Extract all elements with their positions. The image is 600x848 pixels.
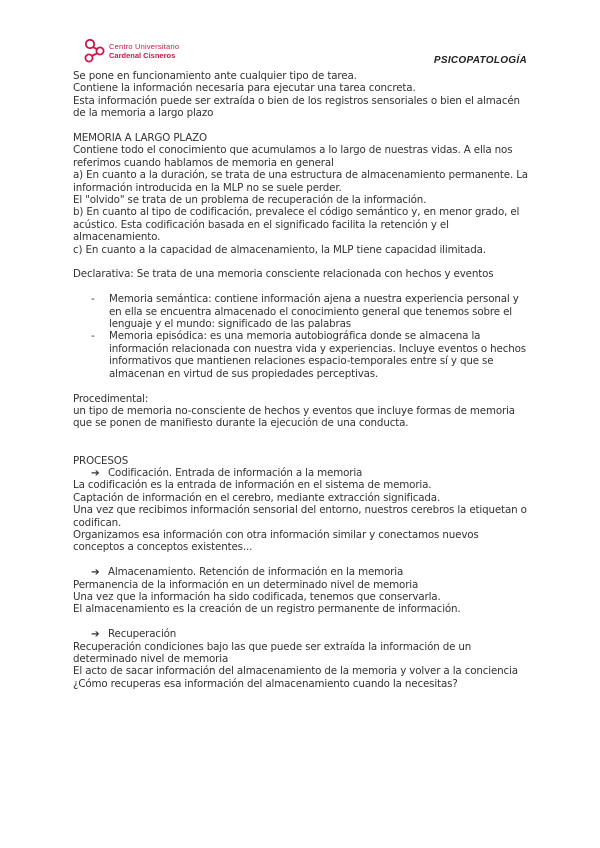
process-line: Captación de información en el cerebro, mediante extracción significada. [73, 491, 441, 504]
procedimental-title: Procedimental: [73, 392, 149, 405]
mlp-line: c) En cuanto a la capacidad de almacenamiento, la MLP tiene capacidad ilimitada. [73, 243, 486, 256]
section-title-procesos: PROCESOS [73, 454, 129, 467]
arrow-icon: ➔ [91, 466, 100, 479]
list-item: - Memoria episódica: es una memoria autobiográfica donde se almacena la información relacionada con nuestra vida y experiencias. Incluye eventos o hechos informativos que mantienen relaciones espacio-temporales entre sí y que se almacenan en virtud de sus propiedades perceptivas. [91, 330, 526, 380]
logo-icon [83, 38, 107, 64]
list-item: - Memoria semántica: contiene información ajena a nuestra experiencia personal y en ella se encuentra almacenado el conocimiento general que tenemos sobre el lenguaje y el mundo: significado de las palabras [91, 293, 519, 331]
process-line: La codificación es la entrada de información en el sistema de memoria. [73, 479, 432, 492]
logo-line1: Centro Universitario [109, 42, 180, 51]
memory-types-list [73, 293, 533, 380]
intro-line: Contiene la información necesaria para ejecutar una tarea concreta. [73, 82, 416, 95]
process-line: El almacenamiento es la creación de un registro permanente de información. [73, 603, 461, 616]
subject-title: PSICOPATOLOGÍA [433, 55, 527, 66]
logo-line2: Cardenal Cisneros [109, 51, 176, 60]
document-body [73, 70, 533, 690]
procedimental-text: un tipo de memoria no-consciente de hechos y eventos que incluye formas de memoria que se ponen de manifiesto durante la ejecución de una conducta. [73, 404, 515, 430]
process-line: ¿Cómo recuperas esa información del almacenamiento cuando la necesitas? [73, 677, 458, 690]
process-heading-codificacion: ➔ Codificación. Entrada de información a la memoria [91, 466, 363, 479]
process-line: Recuperación condiciones bajo las que puede ser extraída la información de un determinado nivel de memoria [73, 640, 472, 665]
declarativa-text: Declarativa: Se trata de una memoria consciente relacionada con hechos y eventos [73, 268, 494, 281]
process-line: Una vez que la información ha sido codificada, tenemos que conservarla. [73, 590, 441, 603]
section-title-mlp: MEMORIA A LARGO PLAZO [73, 132, 207, 145]
university-logo [83, 36, 183, 66]
process-line: Una vez que recibimos información sensorial del entorno, nuestros cerebros la etiquetan o codifican. [73, 504, 527, 529]
process-line: Permanencia de la información en un determinado nivel de memoria [73, 578, 419, 591]
process-heading-recuperacion: ➔ Recuperación [91, 628, 177, 641]
list-item-text: Memoria semántica: contiene información ajena a nuestra experiencia personal y en ella se encuentra almacenado el conocimiento general que tenemos sobre el lenguaje y el mundo: significado de las palabras [109, 293, 519, 331]
process-line: El acto de sacar información del almacenamiento de la memoria y volver a la conciencia [73, 665, 518, 678]
mlp-line: Contiene todo el conocimiento que acumulamos a lo largo de nuestras vidas. A ella nos referimos cuando hablamos de memoria en general [73, 144, 513, 169]
process-heading-almacenamiento: ➔ Almacenamiento. Retención de información en la memoria [91, 566, 404, 579]
mlp-line: b) En cuanto al tipo de codificación, prevalece el código semántico y, en menor grado, el acústico. Esta codificación basada en el significado facilita la retención y el almacenamiento. [73, 206, 520, 244]
intro-line: Esta información puede ser extraída o bien de los registros sensoriales o bien el almacén de la memoria a largo plazo [73, 94, 520, 120]
arrow-icon: ➔ [91, 628, 100, 641]
intro-line: Se pone en funcionamiento ante cualquier tipo de tarea. [73, 70, 357, 82]
mlp-line: a) En cuanto a la duración, se trata de una estructura de almacenamiento permanente. La información introducida en la MLP no se suele perder. [73, 169, 528, 194]
mlp-line: El "olvido" se trata de un problema de recuperación de la información. [73, 194, 427, 207]
arrow-icon: ➔ [91, 566, 100, 579]
page-header [0, 0, 600, 72]
logo-text [109, 42, 179, 60]
process-line: Organizamos esa información con otra información similar y conectamos nuevos conceptos a conceptos existentes... [73, 528, 479, 554]
list-item-text: Memoria episódica: es una memoria autobiográfica donde se almacena la información relacionada con nuestra vida y experiencias. Incluye eventos o hechos informativos que mantienen relaciones espacio-temporales entre sí y que se almacenan en virtud de sus propiedades perceptivas. [109, 330, 526, 380]
